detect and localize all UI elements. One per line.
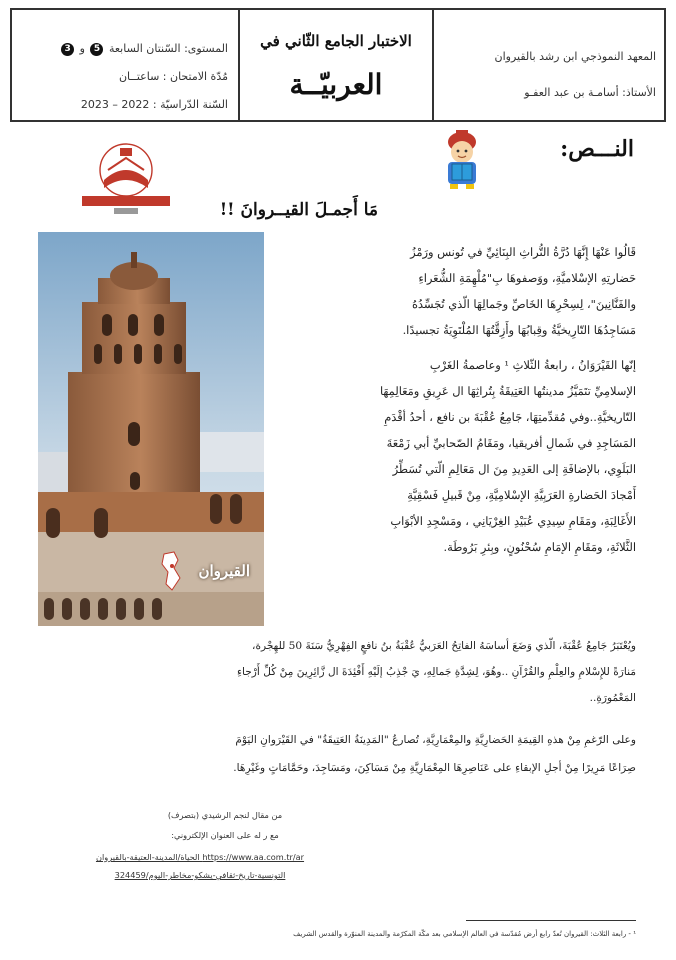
paragraph-line-10: أَمْجادَ الحَضارةِ العَرَبِيَّةِ الإسْلامِيَّةِ، مِنْ قَبيلِ فَسْقِيَّةِ bbox=[407, 488, 636, 502]
photo-caption-badge bbox=[158, 550, 254, 594]
paragraph-line-5: إنّها القَيْرَوَانُ ، رابعةُ الثّلاثِ ¹ وعاصمةُ الغَرْبِ bbox=[429, 358, 636, 372]
paragraph-line-2: حَضارتِهِ الإسْلاميَّةِ، ووَصفوهَا بِ"مُلْهِمَةِ الشُّعَراءِ bbox=[418, 271, 636, 285]
level-b-badge: 3 bbox=[61, 43, 74, 56]
paragraph-line-9: البَلَوِي، بالإضافَةِ إلى العَدِيدِ مِنَ ال مَعَالِمِ الّتي تُسَطِّرُ bbox=[392, 462, 636, 476]
photo-caption: القيروان bbox=[198, 562, 250, 580]
exam-subject: العربيّــة bbox=[289, 68, 383, 101]
paragraph-line-11: الأَغَالِبَةِ، ومَقَامِ سِيدِي عُبَيْدِ الغِرْيَانِي ، ومَسْجِدِ الأبْوَابِ bbox=[390, 514, 636, 528]
header-info-cell bbox=[12, 10, 238, 120]
passage-title: مَا أَجمـلَ القيــروانَ !! bbox=[219, 200, 378, 220]
school-name: المعهد النموذجي ابن رشد بالقيروان bbox=[494, 50, 656, 63]
year-line: السّنة الدّراسيّة : 2022 – 2023 bbox=[80, 98, 228, 111]
paragraph-line-8: المَسَاجِدِ في شَمالِ أفريقيا، ومَقَامُ الصّحابيِّ أبي زَمْعَةَ bbox=[386, 436, 636, 450]
text-label: النـــص: bbox=[560, 136, 634, 162]
paragraph-line-17: صِرَاعًا مَرِيرًا مِنْ أجلِ الإبقاءِ على عَنَاصِرِهَا المِعْمَارِيَّةِ مِنْ مَسَاكِنَ، ومَسَاجِدَ، وحَمَّامَاتٍ وغَيْرِهَا. bbox=[233, 762, 636, 774]
teacher-name: الأستاذ: أسامـة بن عبد العفـو bbox=[524, 86, 656, 99]
level-joiner: و bbox=[79, 42, 85, 55]
paragraph-line-4: مَسَاجِدُهَا التّارِيخيَّةُ وقِبابُهَا وأَزِقَّتُهَا المُلْتَوِيَةُ تجسيدًا. bbox=[402, 323, 636, 337]
duration-line: مُدّة الامتحان : ساعتــان bbox=[118, 70, 228, 83]
header-school-cell bbox=[432, 10, 664, 120]
header-title-cell bbox=[238, 10, 432, 120]
paragraph-line-3: والفَنَّانِينَ"، لِسِحْرِهَا الخَاصِّ وجَمالِهَا الّذي تُجَسِّدُهُ bbox=[411, 297, 636, 311]
minaret-photo bbox=[38, 232, 264, 626]
paragraph-line-15: المَعْمُورَةِ.. bbox=[589, 692, 636, 704]
source-url-2[interactable]: التونسية-تاريخ-ثقافي-يشكو-مخاطر-اليوم/324459 bbox=[114, 870, 286, 880]
source-note: مع ر له على العنوان الإلكتروني: bbox=[171, 830, 279, 840]
paragraph-line-16: وعلى الرّغمِ مِنْ هذهِ القِيمَةِ الحَضارِيَّةِ والمِعْمَارِيَّةِ، تُصارعُ "المَدِينَةُ العَتِيقَةُ" في القَيْرَوانِ اليَوْمَ bbox=[235, 734, 636, 746]
paragraph-line-12: الثَّلاثَةِ، ومَقَامِ الإمَامِ سُحْنُونٍ، وبِئرِ بَرُوطَة. bbox=[443, 540, 636, 554]
reading-child-icon bbox=[432, 128, 492, 190]
footnote: ¹ - رابعة الثلاث: القيروان تُعدّ رابع أرض مُقدّسة في العالم الإسلامي بعد مكّة المكرّمة والمدينة المنوّرة والقدس الشريف bbox=[293, 930, 636, 938]
exam-title: الاختبار الجامع الثّاني في bbox=[260, 32, 412, 50]
source-author: من مقال لنجم الرشيدي (بتصرف) bbox=[167, 810, 283, 820]
level-line bbox=[59, 42, 228, 56]
source-url-1[interactable]: https://www.aa.com.tr/ar الحياة/المدينة-العتيقة-بالقيروان bbox=[95, 852, 305, 862]
paragraph-line-14: مَنارَةً للإِسْلامِ والعِلْمِ والقُرْآنِ ..وهُوَ، لِشِدَّةِ جَمالِهِ، يَ جْذِبُ إلَيْهِ أَفْئِدَةَ ال زَّائِرِينَ مِنْ كُلِّ أَرْجاءِ bbox=[237, 666, 636, 678]
level-a-badge: 5 bbox=[90, 43, 103, 56]
paragraph-line-6: الإسلامِيِّ تتَمَيَّزُ مدينتُها العَتِيقَةُ بِتُراثِهَا ال عَرِيقِ ومَعَالِمِهَا bbox=[379, 384, 636, 398]
paragraph-line-7: التّاريخيَّةِ..وفي مُقدِّمتِهَا، جَامِعُ عُقْبَةَ بن نافع ، أحدُ أقْدَمِ bbox=[384, 410, 636, 424]
paragraph-line-1: قَالُوا عَنْهَا إِنَّهَا دُرَّةُ التُّراثِ البِنَائِيِّ في تُونس ورَمْزُ bbox=[410, 245, 636, 259]
level-text: المستوى: السّنتان السابعة bbox=[108, 42, 228, 55]
header-box bbox=[10, 8, 666, 122]
footnote-rule bbox=[466, 920, 636, 921]
paragraph-line-13: ويُعْتَبَرُ جَامِعُ عُقْبَةَ، الّذي وَضَعَ أساسَهُ الفاتِحُ العَرَبيُّ عُقْبَةُ بنُ نافعٍ الفِهْرِيُّ سَنَةَ 50 للهِجْرة، bbox=[252, 640, 636, 652]
school-logo bbox=[74, 140, 178, 220]
